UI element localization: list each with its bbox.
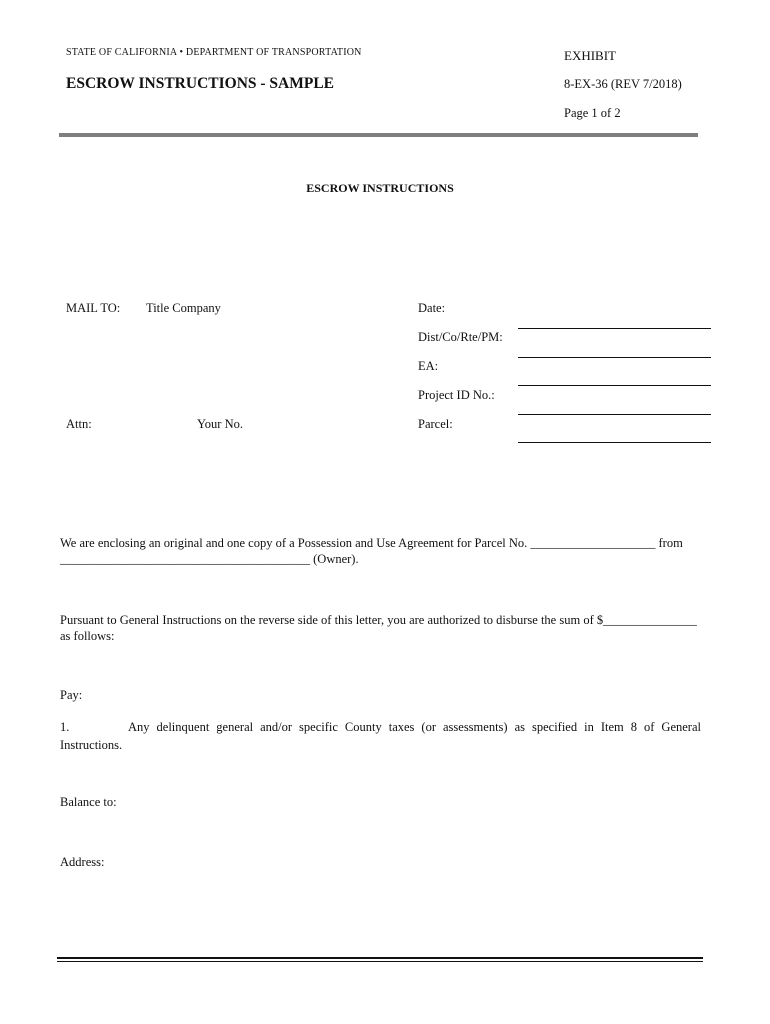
dist-co-rte-pm-label: Dist/Co/Rte/PM: [418,330,503,344]
page-number: Page 1 of 2 [564,106,621,120]
paragraph-authorization-line2: as follows: [60,629,115,643]
date-label: Date: [418,301,446,315]
address-label: Address: [60,855,105,869]
pay-label: Pay: [60,688,83,702]
date-field[interactable] [518,328,711,329]
department-prefix: STATE OF CALIFORNIA [66,47,177,58]
project-id-field[interactable] [518,414,711,415]
header-divider [59,133,698,137]
paragraph-enclosure-line2: ________________________________________ (Owner). [60,552,359,566]
pay-item-1-number: 1. [60,720,70,734]
attn-label: Attn: [66,417,92,431]
paragraph-authorization-line1: Pursuant to General Instructions on the reverse side of this letter, you are authorized to disburse the sum of $_______________ [60,613,697,627]
pay-item-1-text: Any delinquent general and/or specific County taxes (or assessments) as specified in Item 8 of General Instructions. [60,720,701,752]
mail-to-value: Title Company [146,301,221,315]
pay-item-1 [60,718,701,754]
mail-to-label: MAIL TO: [66,301,121,315]
ea-label: EA: [418,359,439,373]
dist-co-rte-pm-field[interactable] [518,357,711,358]
department-line [66,47,362,58]
page-title: ESCROW INSTRUCTIONS - SAMPLE [66,75,335,92]
parcel-field[interactable] [518,442,711,443]
document-heading: ESCROW INSTRUCTIONS [306,181,454,195]
paragraph-enclosure-line1: We are enclosing an original and one copy of a Possession and Use Agreement for Parcel No. ____________________ from [60,536,683,550]
form-number: 8-EX-36 (REV 7/2018) [564,77,682,91]
your-no-label: Your No. [197,417,243,431]
department-bullet: • [179,47,184,58]
footer-divider-thick [57,957,703,959]
balance-label: Balance to: [60,795,117,809]
parcel-label: Parcel: [418,417,453,431]
footer-divider-thin [57,961,703,962]
paragraph-enclosure [60,535,701,567]
ea-field[interactable] [518,385,711,386]
paragraph-authorization [60,612,701,644]
department-suffix: DEPARTMENT OF TRANSPORTATION [185,47,362,58]
exhibit-label: EXHIBIT [564,48,616,63]
project-id-label: Project ID No.: [418,388,495,402]
